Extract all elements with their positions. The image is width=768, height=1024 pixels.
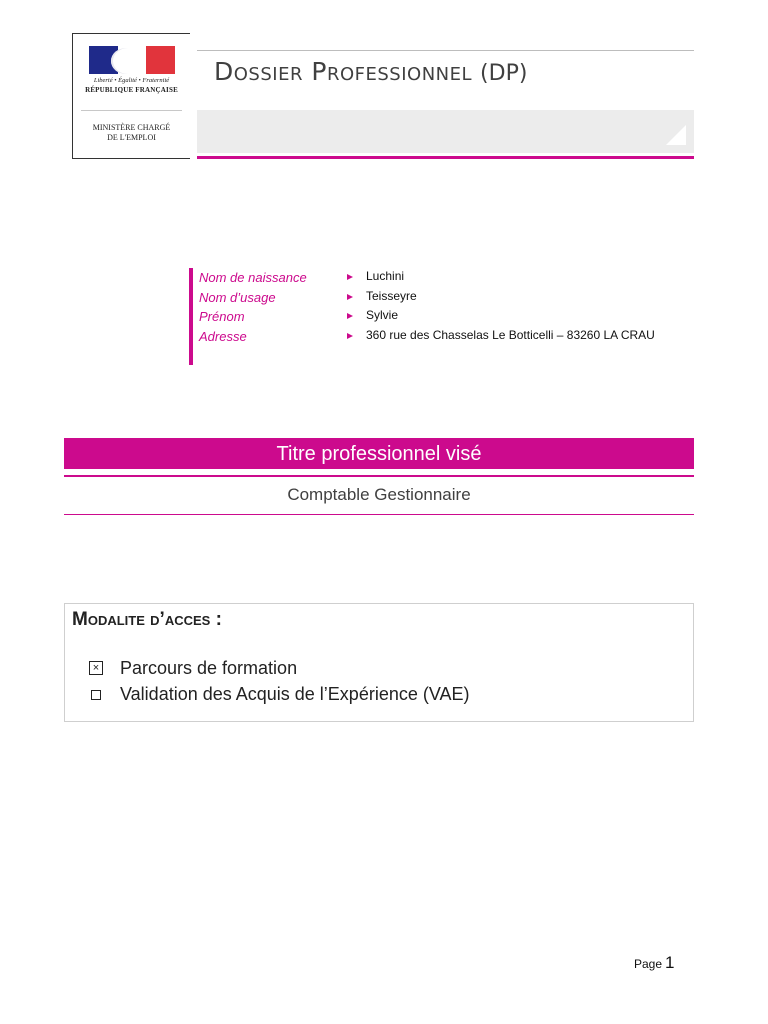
arrow-bullet-icon — [347, 294, 353, 300]
titre-value: Comptable Gestionnaire — [287, 485, 471, 504]
header-top-rule — [197, 50, 694, 51]
option-label: Parcours de formation — [120, 658, 298, 678]
arrow-bullet-icon — [347, 333, 353, 339]
modalite-section — [64, 603, 694, 722]
logo-devise: Liberté • Égalité • Fraternité — [93, 77, 170, 84]
identity-row-address — [199, 329, 719, 348]
logo-republique: RÉPUBLIQUE FRANÇAISE — [85, 86, 178, 94]
identity-value: Sylvie — [366, 308, 399, 322]
identity-value: Luchini — [366, 269, 405, 283]
logo-ministere: MINISTÈRE CHARGÉ DE L'EMPLOI — [92, 123, 171, 142]
header-grey-band — [197, 110, 694, 153]
arrow-bullet-icon — [347, 274, 353, 280]
logo-divider — [81, 110, 182, 111]
page-number: Page 1 — [634, 953, 675, 972]
identity-label: Nom de naissance — [199, 270, 307, 285]
identity-value: Teisseyre — [366, 289, 417, 303]
identity-accent-bar — [189, 268, 193, 365]
document-title: Dossier Professionnel (DP) — [214, 57, 528, 86]
header-accent-rule — [197, 156, 694, 159]
identity-label: Adresse — [199, 329, 247, 344]
identity-row-usage-name — [199, 290, 719, 309]
identity-label: Nom d’usage — [199, 290, 276, 305]
document-title-suffix: (DP) — [480, 61, 528, 86]
corner-triangle-icon — [666, 125, 686, 145]
checkbox-checked-icon[interactable]: × — [89, 661, 103, 675]
arrow-bullet-icon — [347, 313, 353, 319]
titre-heading: Titre professionnel visé — [64, 438, 694, 469]
identity-label: Prénom — [199, 309, 245, 324]
option-label: Validation des Acquis de l’Expérience (VAE) — [120, 684, 470, 704]
modalite-heading: Modalite d’acces : — [72, 609, 222, 630]
identity-value: 360 rue des Chasselas Le Botticelli – 83260 LA CRAU — [366, 328, 655, 342]
government-logo — [72, 33, 190, 159]
titre-bottom-rule — [64, 514, 694, 515]
titre-top-rule — [64, 475, 694, 477]
checkbox-unchecked-icon[interactable] — [91, 690, 101, 700]
identity-row-first-name — [199, 309, 719, 328]
marianne-flag-icon — [89, 46, 175, 74]
identity-row-birth-name — [199, 270, 719, 289]
